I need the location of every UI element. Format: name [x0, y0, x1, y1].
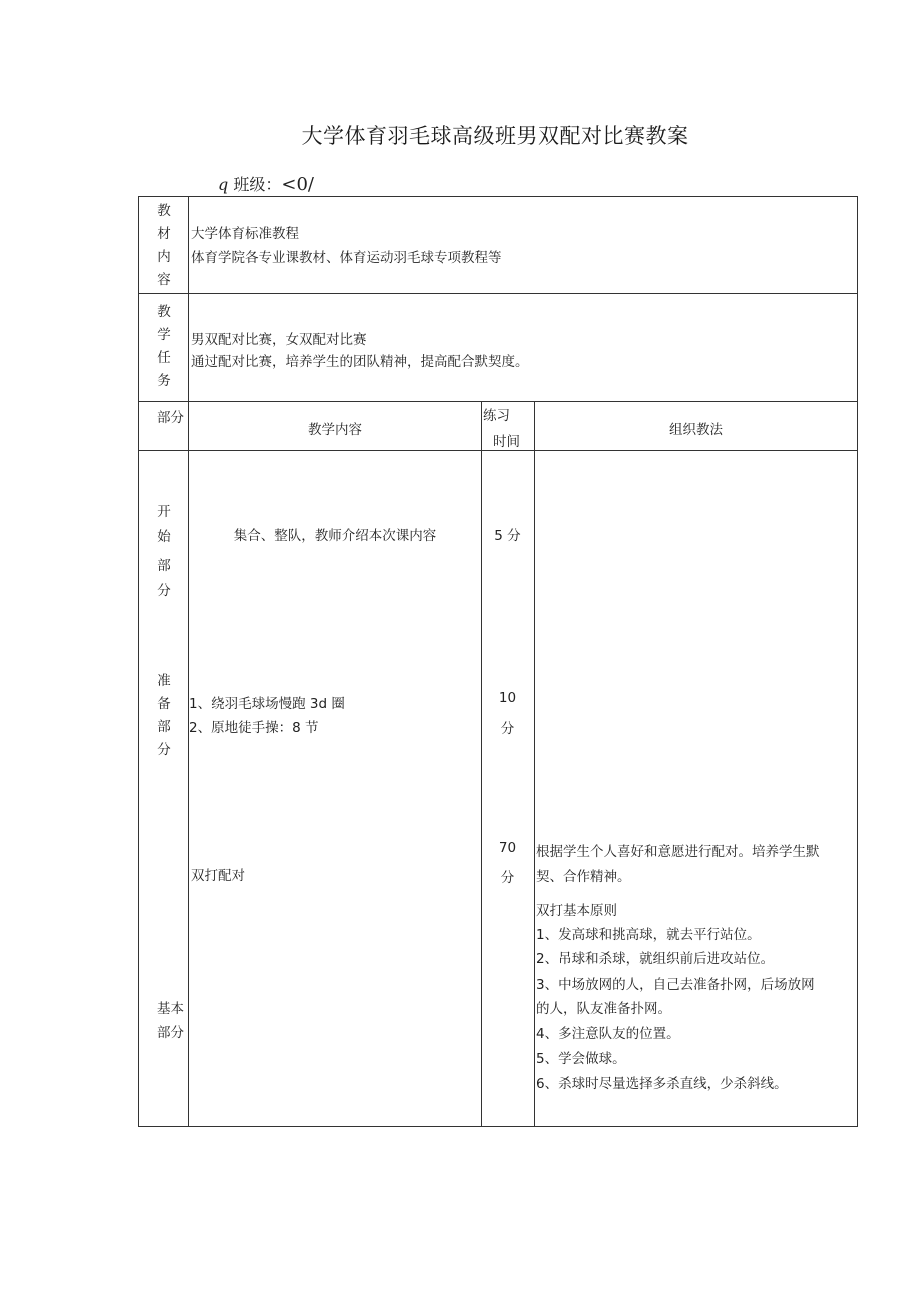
basic-time-line1: 70 — [498, 840, 517, 856]
basic-content: 双打配对 — [191, 868, 245, 884]
principle-item: 5、学会做球。 — [536, 1051, 626, 1067]
tasks-line: 通过配对比赛，培养学生的团队精神，提高配合默契度。 — [191, 354, 529, 370]
header-content: 教学内容 — [308, 422, 362, 438]
table-border-left — [138, 196, 139, 1127]
basic-part-label-line1: 基本 — [157, 1001, 184, 1017]
materials-line: 大学体育标准教程 — [191, 226, 299, 242]
table-border-bottom — [138, 1126, 858, 1127]
prep-time-line1: 10 — [498, 690, 517, 706]
class-label: 班级： — [233, 175, 282, 194]
table-column-divider — [481, 401, 482, 1127]
method-intro-line: 契、合作精神。 — [536, 869, 631, 885]
prep-time-line2: 分 — [500, 721, 515, 737]
basic-part-label-line2: 部分 — [157, 1025, 184, 1041]
prep-part-label: 准 备 部 分 — [157, 673, 171, 758]
class-line — [218, 172, 314, 195]
prep-content-line: 2、原地徒手操：8 节 — [189, 720, 319, 736]
principle-item: 3、中场放网的人，自己去准备扑网，后场放网 — [536, 977, 815, 993]
table-border-top — [138, 196, 858, 197]
class-value: <0/ — [281, 174, 314, 195]
page-title: 大学体育羽毛球高级班男双配对比赛教案 — [301, 124, 689, 148]
principle-item: 1、发高球和挑高球，就去平行站位。 — [536, 927, 761, 943]
basic-time-line2: 分 — [500, 870, 515, 886]
principle-item: 4、多注意队友的位置。 — [536, 1026, 680, 1042]
principles-title: 双打基本原则 — [536, 903, 617, 919]
materials-label: 教 材 内 容 — [157, 203, 171, 288]
header-time-line1: 练习 — [483, 408, 510, 424]
table-column-divider — [188, 196, 189, 1127]
principle-item: 的人，队友准备扑网。 — [536, 1001, 671, 1017]
principle-item: 2、吊球和杀球，就组织前后进攻站位。 — [536, 951, 775, 967]
start-part-label: 开 始 部 分 — [157, 504, 171, 599]
header-part: 部分 — [157, 410, 184, 426]
tasks-label: 教 学 任 务 — [157, 304, 171, 389]
prep-content-line: 1、绕羽毛球场慢跑 3d 圈 — [189, 696, 345, 712]
table-divider — [138, 401, 858, 402]
table-border-right — [857, 196, 858, 1127]
table-column-divider — [534, 401, 535, 1127]
table-divider — [138, 293, 858, 294]
start-content: 集合、整队，教师介绍本次课内容 — [233, 528, 437, 544]
class-prefix: q — [218, 175, 229, 194]
principle-item: 6、杀球时尽量选择多杀直线，少杀斜线。 — [536, 1076, 788, 1092]
header-method: 组织教法 — [669, 422, 723, 438]
header-time-line2: 时间 — [493, 434, 520, 450]
materials-line: 体育学院各专业课教材、体育运动羽毛球专项教程等 — [191, 250, 502, 266]
method-intro-line: 根据学生个人喜好和意愿进行配对。培养学生默 — [536, 844, 820, 860]
table-divider — [138, 450, 858, 451]
start-time: 5 分 — [494, 528, 521, 544]
tasks-line: 男双配对比赛，女双配对比赛 — [191, 332, 367, 348]
